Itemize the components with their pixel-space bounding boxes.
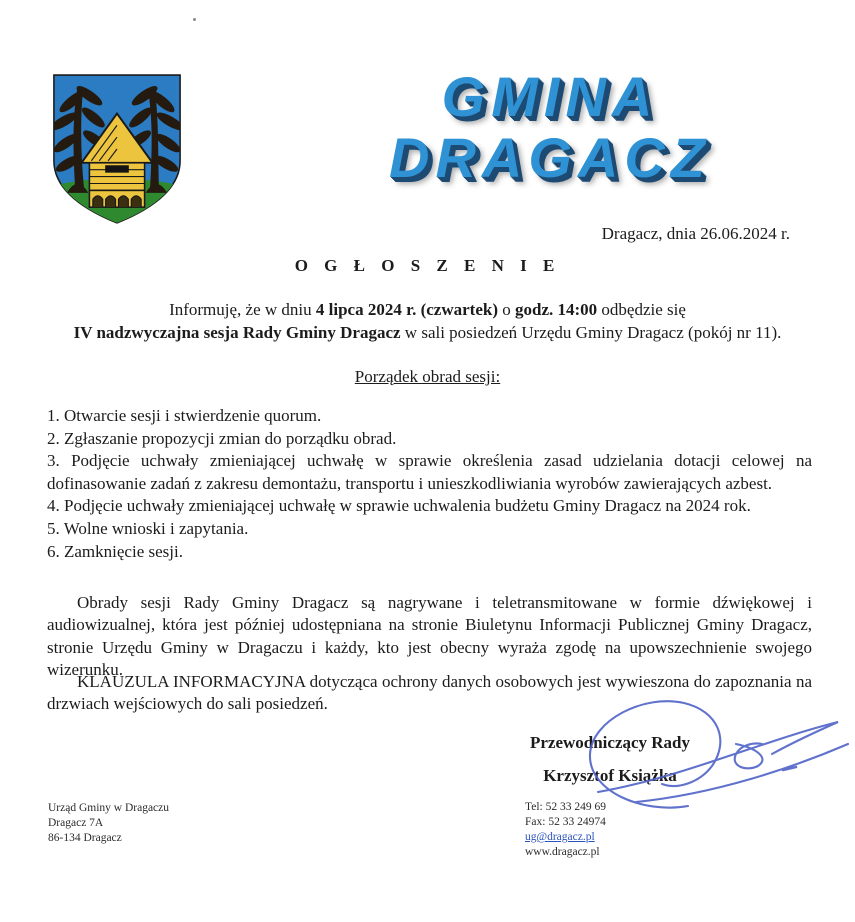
intro-text: odbędzie się (597, 300, 686, 319)
intro-text: Informuję, że w dniu (169, 300, 316, 319)
intro-paragraph (25, 299, 830, 344)
footer-fax: Fax: 52 33 24974 (525, 816, 606, 828)
agenda-item-6: 6. Zamknięcie sesji. (47, 541, 183, 561)
paragraph-recording-notice: Obrady sesji Rady Gminy Dragacz są nagrywane i teletransmitowane w formie dźwiękowej i audiowizualnej, która jest później udostępniana na stronie Biuletynu Informacji Publicznej Gminy Dragacz, stronie Urzędu Gminy w Dragaczu i każdy, kto jest obecny wyraża zgodę na upowszechnienie swojego wizerunku. (47, 593, 812, 680)
gmina-dragacz-logo (340, 66, 760, 188)
date-line: Dragacz, dnia 26.06.2024 r. (601, 224, 790, 243)
footer-tel: Tel: 52 33 249 69 (525, 801, 606, 813)
agenda-list (47, 405, 812, 563)
scan-artifact-dot (193, 18, 196, 21)
document-title: O G Ł O S Z E N I E (294, 256, 561, 275)
footer-address (48, 801, 169, 846)
agenda-item-2: 2. Zgłaszanie propozycji zmian do porządku obrad. (47, 428, 397, 448)
paragraph-information-clause: KLAUZULA INFORMACYJNA dotycząca ochrony danych osobowych jest wywieszona do zapoznania na drzwiach wejściowych do sali posiedzeń. (47, 672, 812, 714)
intro-text: o (497, 300, 515, 319)
footer-address-line: Urząd Gminy w Dragaczu (48, 802, 170, 814)
footer-email-link[interactable]: ug@dragacz.pl (525, 831, 595, 843)
agenda-heading: Porządek obrad sesji: (354, 367, 501, 386)
footer-www: www.dragacz.pl (525, 846, 600, 858)
agenda-item-4: 4. Podjęcie uchwały zmieniającej uchwałę w sprawie uchwalenia budżetu Gminy Dragacz na 2024 rok. (47, 496, 751, 516)
signatory-role: Przewodniczący Rady (529, 733, 691, 752)
footer-address-line: 86-134 Dragacz (48, 832, 122, 844)
intro-session-bold: IV nadzwyczajna sesja Rady Gminy Dragacz (73, 322, 401, 342)
logo-line-gmina: GMINA (441, 65, 659, 128)
intro-date-bold: 4 lipca 2024 r. (czwartek) (315, 300, 498, 319)
intro-time-bold: godz. 14:00 (514, 300, 598, 319)
footer-contact (525, 800, 606, 860)
logo-line-dragacz: DRAGACZ (389, 126, 711, 189)
agenda-item-3: 3. Podjęcie uchwały zmieniającej uchwałę w sprawie określenia zasad udzielania dotacji celowej na dofinasowanie zadań z zakresu demontażu, transportu i unieszkodliwiania wyrobów zawierających azbest. (47, 451, 812, 493)
intro-text: w sali posiedzeń Urzędu Gminy Dragacz (pokój nr 11). (400, 322, 782, 342)
agenda-item-1: 1. Otwarcie sesji i stwierdzenie quorum. (47, 406, 322, 425)
signatory-name: Krzysztof Książka (543, 766, 677, 785)
agenda-item-5: 5. Wolne wnioski i zapytania. (47, 518, 249, 538)
signature-block (490, 733, 730, 786)
coat-of-arms-gmina-dragacz-icon (48, 70, 186, 228)
footer-address-line: Dragacz 7A (48, 817, 104, 829)
